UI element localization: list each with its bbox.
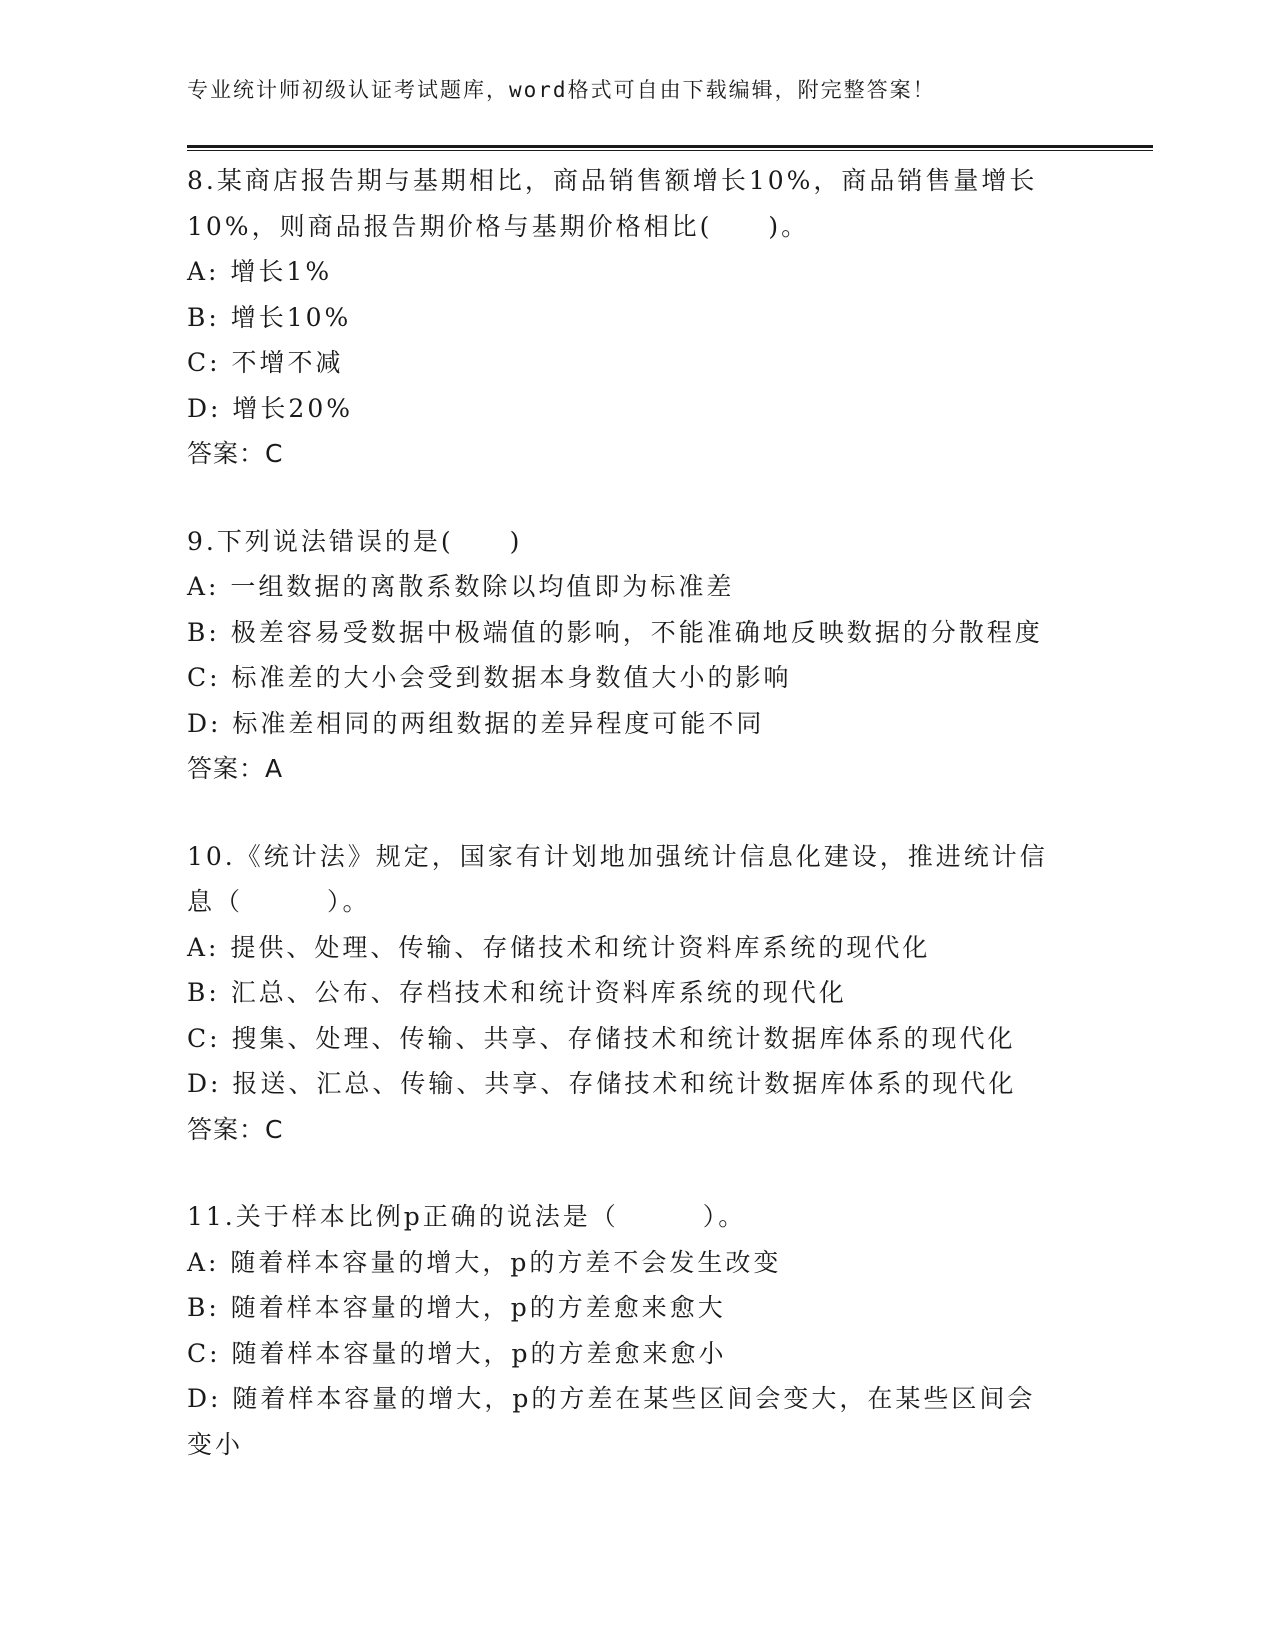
option-c: C: 随着样本容量的增大，p的方差愈来愈小 [187,1338,727,1368]
option-a: A: 提供、处理、传输、存储技术和统计资料库系统的现代化 [187,932,931,962]
option-b: B: 极差容易受数据中极端值的影响，不能准确地反映数据的分散程度 [187,617,1043,647]
question-8 [187,158,1087,477]
question-stem: 10.《统计法》规定，国家有计划地加强统计信息化建设，推进统计信 [187,841,1048,871]
option-a: A: 随着样本容量的增大，p的方差不会发生改变 [187,1247,782,1277]
question-10 [187,834,1087,1153]
question-11 [187,1194,1087,1467]
option-a: A: 一组数据的离散系数除以均值即为标准差 [187,572,735,601]
option-d: D: 标准差相同的两组数据的差异程度可能不同 [187,708,765,738]
answer: 答案：C [187,1114,284,1144]
question-stem: 8.某商店报告期与基期相比，商品销售额增长10%，商品销售量增长 [187,166,1038,195]
header-rule-thin [187,150,1153,151]
question-stem: 10%，则商品报告期价格与基期价格相比( )。 [187,211,810,241]
question-stem: 息（ ）。 [187,887,371,916]
option-d: D: 随着样本容量的增大，p的方差在某些区间会变大，在某些区间会 [187,1384,1036,1413]
question-stem: 9.下列说法错误的是( ) [187,526,523,556]
header-rule-thick [187,145,1153,148]
option-b: B: 汇总、公布、存档技术和统计资料库系统的现代化 [187,978,847,1007]
option-d: D: 增长20% [187,393,353,423]
page-header: 专业统计师初级认证考试题库，word格式可自由下载编辑，附完整答案！ [187,78,936,102]
answer: 答案：A [187,754,284,783]
answer: 答案：C [187,439,284,468]
option-d-continued: 变小 [187,1429,244,1459]
question-list [187,158,1087,1509]
option-d: D: 报送、汇总、传输、共享、存储技术和统计数据库体系的现代化 [187,1069,1017,1098]
option-c: C: 不增不减 [187,348,344,377]
option-c: C: 标准差的大小会受到数据本身数值大小的影响 [187,663,792,692]
option-b: B: 增长10% [187,302,352,332]
option-a: A: 增长1% [187,257,333,286]
question-9 [187,519,1087,792]
question-stem: 11.关于样本比例p正确的说法是（ ）。 [187,1202,747,1231]
option-c: C: 搜集、处理、传输、共享、存储技术和统计数据库体系的现代化 [187,1023,1016,1053]
option-b: B: 随着样本容量的增大，p的方差愈来愈大 [187,1293,726,1322]
